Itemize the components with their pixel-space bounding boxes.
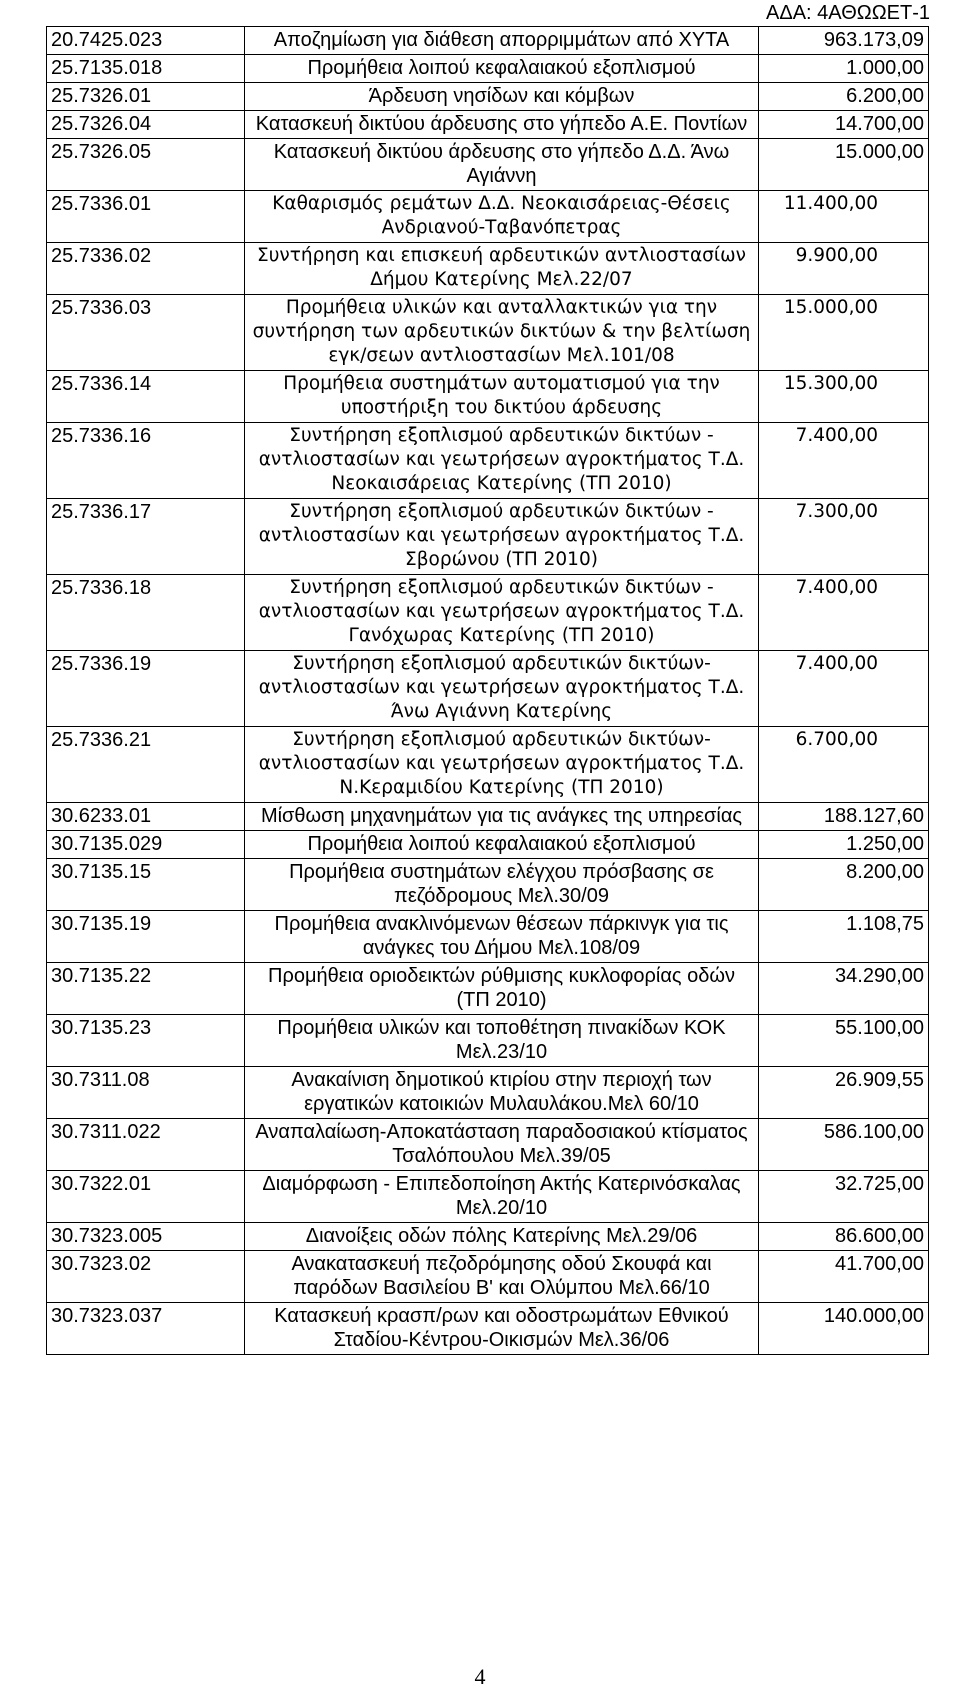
table-row: [47, 911, 929, 963]
account-code: 30.7323.005: [47, 1223, 245, 1251]
amount: 188.127,60: [759, 803, 929, 831]
table-row: [47, 727, 929, 803]
description: Συντήρηση εξοπλισμού αρδευτικών δικτύων - αντλιοστασίων και γεωτρήσεων αγροκτήματος Τ.Δ. Σβορώνου (ΤΠ 2010): [245, 499, 759, 575]
table-row: [47, 1251, 929, 1303]
description: Προμήθεια ανακλινόμενων θέσεων πάρκινγκ για τις ανάγκες του Δήμου Μελ.108/09: [245, 911, 759, 963]
account-code: 30.7135.22: [47, 963, 245, 1015]
page-number: 4: [474, 1664, 486, 1689]
account-code: 30.7135.15: [47, 859, 245, 911]
description: Προμήθεια υλικών και ανταλλακτικών για την συντήρηση των αρδευτικών δικτύων & την βελτίωση εγκ/σεων αντλιοστασίων Μελ.101/08: [245, 295, 759, 371]
account-code: 25.7336.21: [47, 727, 245, 803]
amount: 140.000,00: [759, 1303, 929, 1355]
ada-code: ΑΔΑ: 4ΑΘΩΩΕΤ-1: [766, 2, 930, 24]
account-code: 25.7336.14: [47, 371, 245, 423]
budget-table-body: [47, 27, 929, 1355]
budget-table: [46, 26, 929, 1355]
account-code: 30.7135.029: [47, 831, 245, 859]
description: Ανακαίνιση δημοτικού κτιρίου στην περιοχή των εργατικών κατοικιών Μυλαυλάκου.Μελ 60/10: [245, 1067, 759, 1119]
table-row: [47, 831, 929, 859]
amount: 7.400,00: [759, 651, 929, 727]
amount: 11.400,00: [759, 191, 929, 243]
table-row: [47, 651, 929, 727]
account-code: 30.7135.23: [47, 1015, 245, 1067]
amount: 15.000,00: [759, 295, 929, 371]
table-row: [47, 1223, 929, 1251]
description: Ανακατασκευή πεζοδρόμησης οδού Σκουφά και παρόδων Βασιλείου Β' και Ολύμπου Μελ.66/10: [245, 1251, 759, 1303]
table-row: [47, 111, 929, 139]
table-row: [47, 191, 929, 243]
amount: 6.700,00: [759, 727, 929, 803]
amount: 15.000,00: [759, 139, 929, 191]
description: Άρδευση νησίδων και κόμβων: [245, 83, 759, 111]
amount: 32.725,00: [759, 1171, 929, 1223]
amount: 7.400,00: [759, 575, 929, 651]
description: Προμήθεια οριοδεικτών ρύθμισης κυκλοφορίας οδών (ΤΠ 2010): [245, 963, 759, 1015]
table-row: [47, 295, 929, 371]
table-row: [47, 575, 929, 651]
account-code: 25.7336.01: [47, 191, 245, 243]
account-code: 25.7336.19: [47, 651, 245, 727]
description: Προμήθεια λοιπού κεφαλαιακού εξοπλισμού: [245, 831, 759, 859]
description: Κατασκευή κρασπ/ρων και οδοστρωμάτων Εθνικού Σταδίου-Κέντρου-Οικισμών Μελ.36/06: [245, 1303, 759, 1355]
account-code: 25.7336.16: [47, 423, 245, 499]
description: Συντήρηση εξοπλισμού αρδευτικών δικτύων - αντλιοστασίων και γεωτρήσεων αγροκτήματος Τ.Δ. Νεοκαισάρειας Κατερίνης (ΤΠ 2010): [245, 423, 759, 499]
description: Μίσθωση μηχανημάτων για τις ανάγκες της υπηρεσίας: [245, 803, 759, 831]
account-code: 25.7326.04: [47, 111, 245, 139]
account-code: 30.7311.022: [47, 1119, 245, 1171]
table-row: [47, 1171, 929, 1223]
table-row: [47, 423, 929, 499]
account-code: 25.7336.18: [47, 575, 245, 651]
description: Αποζημίωση για διάθεση απορριμμάτων από ΧΥΤΑ: [245, 27, 759, 55]
account-code: 30.7323.037: [47, 1303, 245, 1355]
description: Συντήρηση εξοπλισμού αρδευτικών δικτύων-αντλιοστασίων και γεωτρήσεων αγροκτήματος Τ.Δ. Άνω Αγιάννη Κατερίνης: [245, 651, 759, 727]
description: Κατασκευή δικτύου άρδευσης στο γήπεδο Δ.Δ. Άνω Αγιάννη: [245, 139, 759, 191]
account-code: 30.7135.19: [47, 911, 245, 963]
amount: 963.173,09: [759, 27, 929, 55]
account-code: 25.7336.02: [47, 243, 245, 295]
account-code: 30.7311.08: [47, 1067, 245, 1119]
description: Συντήρηση εξοπλισμού αρδευτικών δικτύων - αντλιοστασίων και γεωτρήσεων αγροκτήματος Τ.Δ. Γανόχωρας Κατερίνης (ΤΠ 2010): [245, 575, 759, 651]
table-row: [47, 803, 929, 831]
description: Προμήθεια συστημάτων αυτοματισμού για την υποστήριξη του δικτύου άρδευσης: [245, 371, 759, 423]
account-code: 20.7425.023: [47, 27, 245, 55]
account-code: 30.7323.02: [47, 1251, 245, 1303]
table-row: [47, 1119, 929, 1171]
table-row: [47, 963, 929, 1015]
description: Καθαρισμός ρεμάτων Δ.Δ. Νεοκαισάρειας-Θέσεις Ανδριανού-Ταβανόπετρας: [245, 191, 759, 243]
account-code: 25.7135.018: [47, 55, 245, 83]
description: Συντήρηση και επισκευή αρδευτικών αντλιοστασίων Δήμου Κατερίνης Μελ.22/07: [245, 243, 759, 295]
table-row: [47, 1067, 929, 1119]
account-code: 25.7326.05: [47, 139, 245, 191]
amount: 7.400,00: [759, 423, 929, 499]
account-code: 25.7326.01: [47, 83, 245, 111]
table-row: [47, 139, 929, 191]
amount: 14.700,00: [759, 111, 929, 139]
table-row: [47, 83, 929, 111]
description: Συντήρηση εξοπλισμού αρδευτικών δικτύων-αντλιοστασίων και γεωτρήσεων αγροκτήματος Τ.Δ. Ν.Κεραμιδίου Κατερίνης (ΤΠ 2010): [245, 727, 759, 803]
table-row: [47, 371, 929, 423]
amount: 586.100,00: [759, 1119, 929, 1171]
description: Διαμόρφωση - Επιπεδοποίηση Ακτής Κατερινόσκαλας Μελ.20/10: [245, 1171, 759, 1223]
table-row: [47, 27, 929, 55]
amount: 6.200,00: [759, 83, 929, 111]
description: Προμήθεια συστημάτων ελέγχου πρόσβασης σε πεζόδρομους Μελ.30/09: [245, 859, 759, 911]
account-code: 30.7322.01: [47, 1171, 245, 1223]
description: Κατασκευή δικτύου άρδευσης στο γήπεδο Α.Ε. Ποντίων: [245, 111, 759, 139]
account-code: 30.6233.01: [47, 803, 245, 831]
table-row: [47, 499, 929, 575]
account-code: 25.7336.17: [47, 499, 245, 575]
account-code: 25.7336.03: [47, 295, 245, 371]
amount: 8.200,00: [759, 859, 929, 911]
amount: 7.300,00: [759, 499, 929, 575]
amount: 1.250,00: [759, 831, 929, 859]
amount: 1.108,75: [759, 911, 929, 963]
table-row: [47, 1303, 929, 1355]
table-row: [47, 859, 929, 911]
amount: 55.100,00: [759, 1015, 929, 1067]
amount: 1.000,00: [759, 55, 929, 83]
description: Διανοίξεις οδών πόλης Κατερίνης Μελ.29/06: [245, 1223, 759, 1251]
description: Αναπαλαίωση-Αποκατάσταση παραδοσιακού κτίσματος Τσαλόπουλου Μελ.39/05: [245, 1119, 759, 1171]
amount: 41.700,00: [759, 1251, 929, 1303]
description: Προμήθεια λοιπού κεφαλαιακού εξοπλισμού: [245, 55, 759, 83]
table-row: [47, 243, 929, 295]
amount: 26.909,55: [759, 1067, 929, 1119]
amount: 9.900,00: [759, 243, 929, 295]
table-row: [47, 55, 929, 83]
amount: 86.600,00: [759, 1223, 929, 1251]
amount: 34.290,00: [759, 963, 929, 1015]
amount: 15.300,00: [759, 371, 929, 423]
table-row: [47, 1015, 929, 1067]
description: Προμήθεια υλικών και τοποθέτηση πινακίδων ΚΟΚ Μελ.23/10: [245, 1015, 759, 1067]
